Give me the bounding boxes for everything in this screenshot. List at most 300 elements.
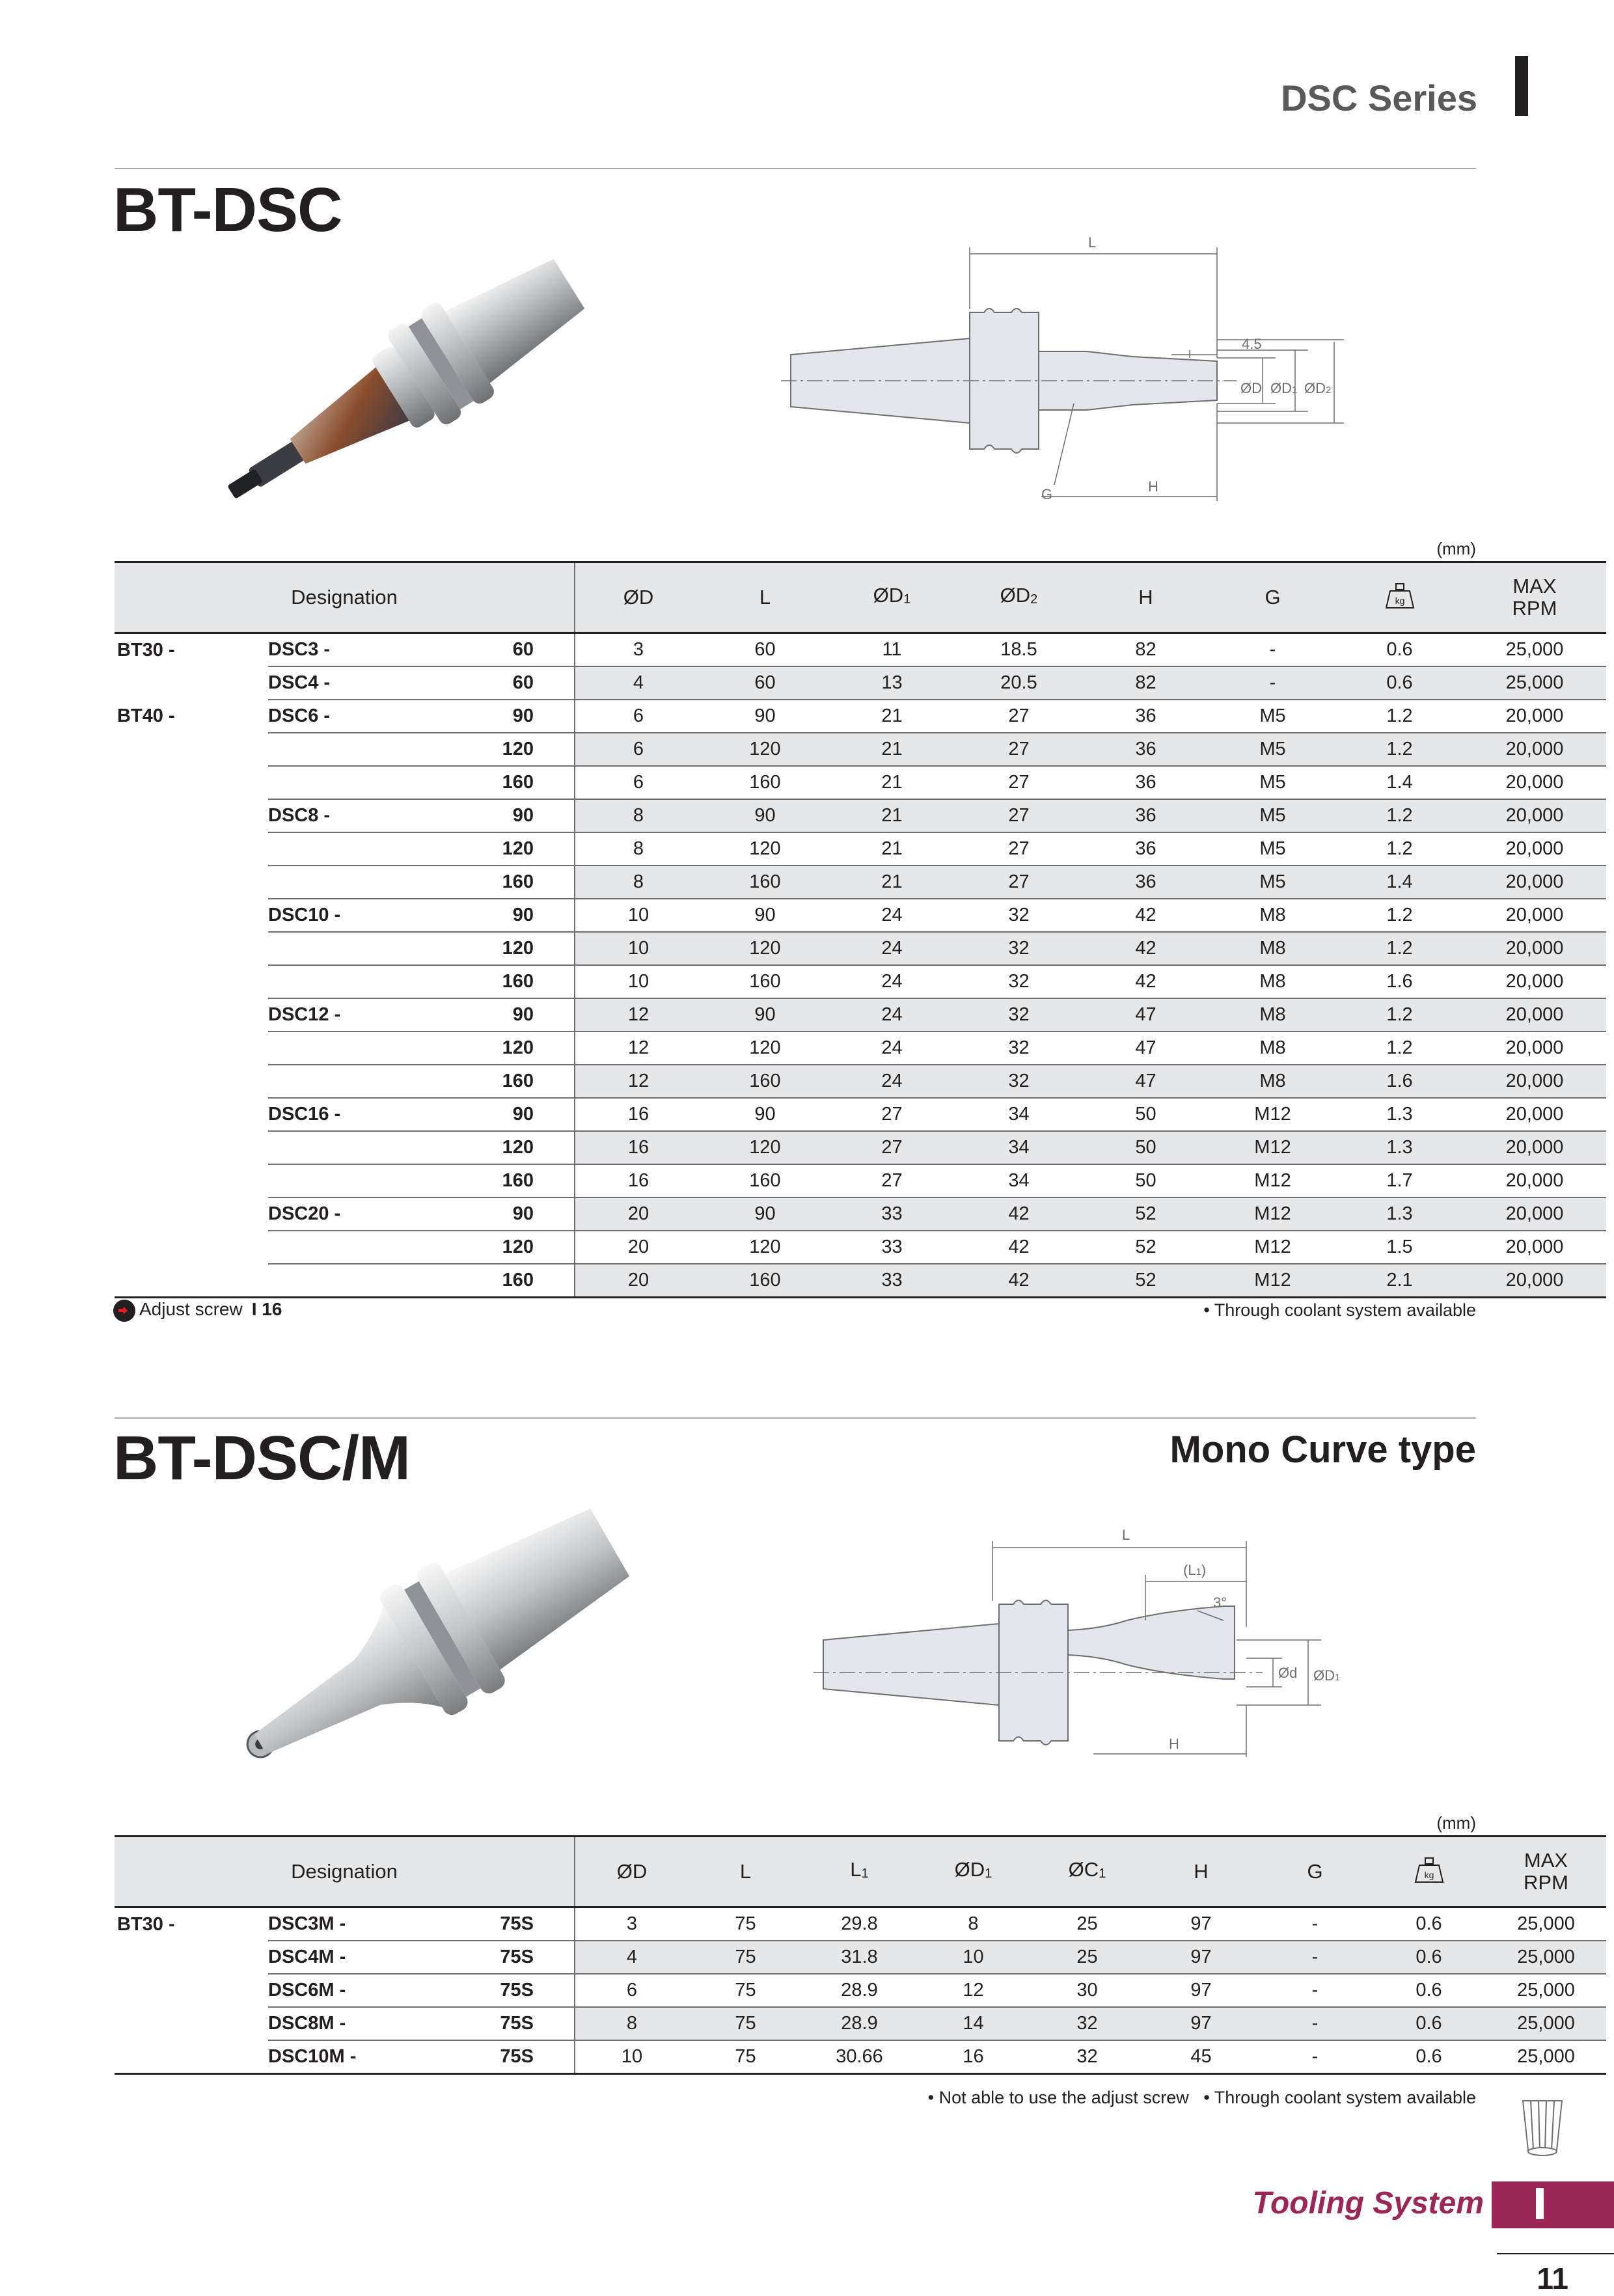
weight-kg-icon [1382,582,1417,609]
row-value: 97 [1144,1941,1258,1974]
row-value: 0.6 [1372,2040,1486,2074]
row-value: 21 [828,733,955,766]
row-value: 20.5 [955,666,1082,700]
row-value: 32 [1030,2007,1144,2040]
row-value: 47 [1082,1065,1209,1098]
row-value: 1.3 [1336,1197,1463,1231]
collet-icon [1516,2094,1568,2159]
row-value: 25,000 [1486,2040,1606,2074]
table-row [115,766,1606,799]
row-value: 30.66 [802,2040,916,2074]
row-model: DSC16 - [268,1098,381,1131]
bt-dsc-product-photo [182,247,625,527]
row-group [115,666,268,700]
table-row [115,1941,1606,1974]
row-value: 1.3 [1336,1131,1463,1164]
row-value: 3 [575,633,702,667]
row-value: M5 [1209,766,1336,799]
row-value: 24 [828,965,955,998]
col-max-rpm: MAX RPM [1486,1837,1606,1907]
series-title: DSC Series [1281,77,1477,118]
row-value: 20 [575,1231,702,1264]
row-value: M8 [1209,998,1336,1032]
series-marker [1515,56,1528,116]
table-row [115,1231,1606,1264]
dim-H: H [1148,478,1158,495]
row-value: 120 [702,1231,828,1264]
row-value: 8 [575,799,702,832]
section2-unit: (mm) [1436,1813,1476,1833]
table-row [115,633,1606,667]
row-model: DSC6 - [268,700,381,733]
row-group [115,1197,268,1231]
row-value: 27 [955,700,1082,733]
row-value: 12 [575,1032,702,1065]
row-value: 160 [702,1264,828,1298]
row-value: 27 [955,866,1082,899]
row-model [268,733,381,766]
row-group: BT40 - [117,705,175,726]
row-length: 90 [381,899,575,932]
section1-note: • Through coolant system available [1203,1300,1476,1320]
row-value: 21 [828,700,955,733]
row-value: 0.6 [1336,633,1463,667]
row-value: - [1258,1941,1372,1974]
row-value: 32 [955,1032,1082,1065]
row-value: M8 [1209,1065,1336,1098]
table-row [115,700,1606,733]
row-model [268,866,381,899]
row-value: 160 [702,1065,828,1098]
row-value: 25,000 [1486,1974,1606,2007]
bt-dsc-m-product-photo [195,1490,664,1803]
row-value: 8 [575,832,702,866]
arrow-circle-icon [113,1300,135,1322]
row-value: 6 [575,700,702,733]
row-length: 60 [381,633,575,667]
footer-bar-mark [1536,2188,1544,2219]
row-value: 36 [1082,700,1209,733]
weight-kg-icon [1412,1856,1447,1883]
row-value: 20,000 [1463,700,1606,733]
row-value: 20,000 [1463,998,1606,1032]
row-value: 25,000 [1486,2007,1606,2040]
section2-note-adjust: • Not able to use the adjust screw [927,2088,1189,2107]
row-group [115,1131,268,1164]
row-group [115,998,268,1032]
row-value: 120 [702,733,828,766]
row-group [115,766,268,799]
row-value: 27 [828,1131,955,1164]
row-value: 1.2 [1336,700,1463,733]
col-max-rpm: MAX RPM [1463,562,1606,633]
row-length: 120 [381,1231,575,1264]
row-value: 42 [1082,899,1209,932]
row-value: 1.2 [1336,733,1463,766]
row-value: 16 [916,2040,1030,2074]
row-value: 33 [828,1264,955,1298]
dim-D1-sub: 1 [1292,385,1298,396]
row-value: 36 [1082,733,1209,766]
row-value: M5 [1209,700,1336,733]
row-model [268,766,381,799]
table-row [115,799,1606,832]
row-value: 20,000 [1463,766,1606,799]
row-value: 30 [1030,1974,1144,2007]
row-value: M8 [1209,899,1336,932]
row-model: DSC20 - [268,1197,381,1231]
col-h: H [1082,562,1209,633]
row-value: 24 [828,932,955,965]
section1-title: BT-DSC [113,175,342,245]
table-header-row [115,562,1606,633]
page-number: 11 [1537,2262,1568,2295]
row-value: 25,000 [1486,1941,1606,1974]
row-value: 36 [1082,766,1209,799]
row-value: 20,000 [1463,899,1606,932]
row-model [268,1131,381,1164]
row-group [115,2040,268,2074]
row-model [268,1231,381,1264]
row-value: 120 [702,1032,828,1065]
row-value: 120 [702,932,828,965]
row-value: 82 [1082,633,1209,667]
row-value: 32 [1030,2040,1144,2074]
row-value: 1.4 [1336,866,1463,899]
row-group [115,1164,268,1197]
row-value: 8 [575,866,702,899]
row-model: DSC3 - [268,633,381,667]
table-row [115,998,1606,1032]
row-value: 1.7 [1336,1164,1463,1197]
row-model [268,1032,381,1065]
row-value: 18.5 [955,633,1082,667]
row-value: 33 [828,1197,955,1231]
table-row [115,1164,1606,1197]
row-group: BT30 - [117,639,175,661]
row-length: 75S [381,1974,575,2007]
row-value: 20,000 [1463,733,1606,766]
row-value: 12 [916,1974,1030,2007]
row-model: DSC6M - [268,1974,381,2007]
row-value: 34 [955,1164,1082,1197]
row-value: 1.6 [1336,965,1463,998]
row-value: 24 [828,1065,955,1098]
row-group [115,932,268,965]
table-row [115,965,1606,998]
row-value: 24 [828,899,955,932]
row-value: 32 [955,932,1082,965]
row-value: 25 [1030,1907,1144,1941]
row-value: 20,000 [1463,1098,1606,1131]
row-group [115,1098,268,1131]
table-row [115,733,1606,766]
row-value: - [1258,1974,1372,2007]
row-model: DSC4 - [268,666,381,700]
row-value: 27 [828,1164,955,1197]
row-value: 36 [1082,799,1209,832]
row-value: 20,000 [1463,799,1606,832]
row-value: - [1209,633,1336,667]
row-value: 25,000 [1463,633,1606,667]
row-value: 13 [828,666,955,700]
header-divider [115,168,1476,169]
row-value: 1.2 [1336,899,1463,932]
row-model [268,832,381,866]
dim2-L1: (L [1183,1562,1196,1578]
row-value: 90 [702,799,828,832]
table-row [115,1907,1606,1941]
dim-D2-sub: 2 [1326,385,1332,396]
row-value: 27 [955,832,1082,866]
row-value: 10 [575,965,702,998]
row-value: 10 [575,932,702,965]
row-value: M8 [1209,1032,1336,1065]
section2-notes [781,2088,1476,2108]
row-value: 12 [575,998,702,1032]
row-length: 120 [381,733,575,766]
row-value: 33 [828,1231,955,1264]
col-d1: ØD1 [828,562,955,633]
row-length: 160 [381,766,575,799]
row-length: 120 [381,1032,575,1065]
row-value: 42 [955,1264,1082,1298]
row-model [268,1065,381,1098]
row-group [115,733,268,766]
row-group [115,866,268,899]
row-value: 32 [955,1065,1082,1098]
section1-unit: (mm) [1436,539,1476,558]
row-value: 6 [575,1974,689,2007]
row-value: - [1258,2040,1372,2074]
svg-text:ØD1 [1270,380,1297,396]
col-d: ØD [575,1837,689,1907]
table-row [115,832,1606,866]
svg-text:kg: kg [1424,1869,1434,1880]
row-value: 24 [828,998,955,1032]
row-value: 16 [575,1098,702,1131]
row-value: 1.2 [1336,799,1463,832]
row-value: 27 [828,1098,955,1131]
row-value: 0.6 [1372,2007,1486,2040]
bt-dsc-spec-table [115,561,1606,1298]
row-value: 20,000 [1463,1065,1606,1098]
row-length: 60 [381,666,575,700]
row-group: BT30 - [117,1913,175,1935]
row-value: 50 [1082,1164,1209,1197]
row-value: 90 [702,998,828,1032]
adjust-screw-reference[interactable] [113,1299,282,1322]
col-g: G [1258,1837,1372,1907]
row-value: 160 [702,1164,828,1197]
row-value: 1.6 [1336,1065,1463,1098]
row-value: 82 [1082,666,1209,700]
col-h: H [1144,1837,1258,1907]
row-length: 75S [381,2007,575,2040]
row-value: M12 [1209,1197,1336,1231]
row-value: 97 [1144,1907,1258,1941]
dim-D2: ØD [1304,380,1326,396]
svg-text:ØD1: ØD1 [1313,1667,1341,1684]
row-value: 27 [955,766,1082,799]
row-group [115,832,268,866]
row-value: 75 [689,1974,802,2007]
bt-dsc-m-spec-table [115,1835,1606,2075]
row-group [115,1065,268,1098]
row-value: 1.2 [1336,998,1463,1032]
row-value: 20,000 [1463,1197,1606,1231]
row-value: 75 [689,1941,802,1974]
row-value: 42 [1082,932,1209,965]
table-row [115,2007,1606,2040]
row-group [115,899,268,932]
row-value: 36 [1082,832,1209,866]
table-header-row [115,1837,1606,1907]
row-value: 21 [828,832,955,866]
row-value: 25,000 [1486,1907,1606,1941]
footer-label: Tooling System [1252,2186,1484,2221]
row-value: 75 [689,2040,802,2074]
dim2-D1: ØD [1313,1667,1335,1684]
col-d1: ØD1 [916,1837,1030,1907]
dim2-L: L [1122,1527,1130,1543]
row-group [115,1941,268,1974]
row-value: 11 [828,633,955,667]
row-value: M12 [1209,1231,1336,1264]
row-model: DSC8M - [268,2007,381,2040]
row-value: 32 [955,998,1082,1032]
row-value: 50 [1082,1098,1209,1131]
row-model: DSC4M - [268,1941,381,1974]
row-value: 75 [689,1907,802,1941]
row-value: 16 [575,1131,702,1164]
row-value: 25,000 [1463,666,1606,700]
row-length: 160 [381,1264,575,1298]
section2-note-coolant: • Through coolant system available [1203,2088,1476,2107]
row-value: 160 [702,866,828,899]
col-designation: Designation [115,562,575,633]
row-value: 28.9 [802,2007,916,2040]
row-value: 27 [955,799,1082,832]
row-group [115,1231,268,1264]
row-length: 120 [381,1131,575,1164]
row-value: 52 [1082,1197,1209,1231]
row-value: 20,000 [1463,1131,1606,1164]
row-value: 90 [702,700,828,733]
row-value: 47 [1082,998,1209,1032]
row-value: - [1258,2007,1372,2040]
row-value: 27 [955,733,1082,766]
row-value: 28.9 [802,1974,916,2007]
row-value: 29.8 [802,1907,916,1941]
row-length: 75S [381,1941,575,1974]
row-value: 34 [955,1098,1082,1131]
dim2-angle: 3° [1213,1594,1227,1611]
dim-4-5: 4.5 [1242,336,1262,352]
row-value: M8 [1209,965,1336,998]
row-value: 1.2 [1336,1032,1463,1065]
table-row [115,1974,1606,2007]
row-value: 1.2 [1336,932,1463,965]
svg-text:ØD2 [1304,380,1331,396]
row-value: 90 [702,1197,828,1231]
row-value: 52 [1082,1264,1209,1298]
row-value: 34 [955,1131,1082,1164]
bt-dsc-dimension-drawing [768,228,1380,514]
row-value: 10 [575,2040,689,2074]
row-value: 10 [575,899,702,932]
dim2-d: Ød [1278,1665,1298,1681]
section2-subtitle: Mono Curve type [1169,1428,1476,1471]
adjust-screw-page: I 16 [251,1299,282,1319]
col-d: ØD [575,562,702,633]
row-group [115,1032,268,1065]
row-value: 42 [955,1197,1082,1231]
row-value: 20,000 [1463,1032,1606,1065]
row-value: 120 [702,832,828,866]
svg-text:kg: kg [1395,595,1404,606]
row-value: 90 [702,1098,828,1131]
row-value: M5 [1209,866,1336,899]
row-value: 20,000 [1463,1231,1606,1264]
table-row [115,1264,1606,1298]
row-value: 20,000 [1463,1164,1606,1197]
table-row [115,1131,1606,1164]
row-length: 160 [381,866,575,899]
row-value: 75 [689,2007,802,2040]
row-model [268,932,381,965]
row-value: 0.6 [1372,1974,1486,2007]
table-row [115,1032,1606,1065]
row-value: 47 [1082,1032,1209,1065]
row-group [115,799,268,832]
row-length: 90 [381,700,575,733]
row-value: 32 [955,899,1082,932]
svg-text:(L1): (L1) [1183,1562,1207,1578]
row-value: M12 [1209,1098,1336,1131]
row-value: 0.6 [1372,1907,1486,1941]
row-value: 60 [702,666,828,700]
row-length: 90 [381,998,575,1032]
row-value: 1.5 [1336,1231,1463,1264]
row-length: 160 [381,1065,575,1098]
table-row [115,1197,1606,1231]
row-value: 14 [916,2007,1030,2040]
row-value: M12 [1209,1264,1336,1298]
row-value: 120 [702,1131,828,1164]
row-value: 1.4 [1336,766,1463,799]
table-row [115,1098,1606,1131]
dim-L: L [1088,234,1097,251]
row-model: DSC3M - [268,1907,381,1941]
row-value: 6 [575,733,702,766]
row-value: 25 [1030,1941,1144,1974]
row-value: 50 [1082,1131,1209,1164]
col-l: L [689,1837,802,1907]
row-value: 2.1 [1336,1264,1463,1298]
dim-G: G [1041,486,1053,502]
row-length: 90 [381,799,575,832]
row-value: 24 [828,1032,955,1065]
dim2-H: H [1169,1736,1179,1752]
row-value: 20,000 [1463,832,1606,866]
row-value: M12 [1209,1131,1336,1164]
row-model [268,965,381,998]
row-value: 31.8 [802,1941,916,1974]
row-value: 45 [1144,2040,1258,2074]
row-value: 8 [916,1907,1030,1941]
col-designation: Designation [115,1837,575,1907]
